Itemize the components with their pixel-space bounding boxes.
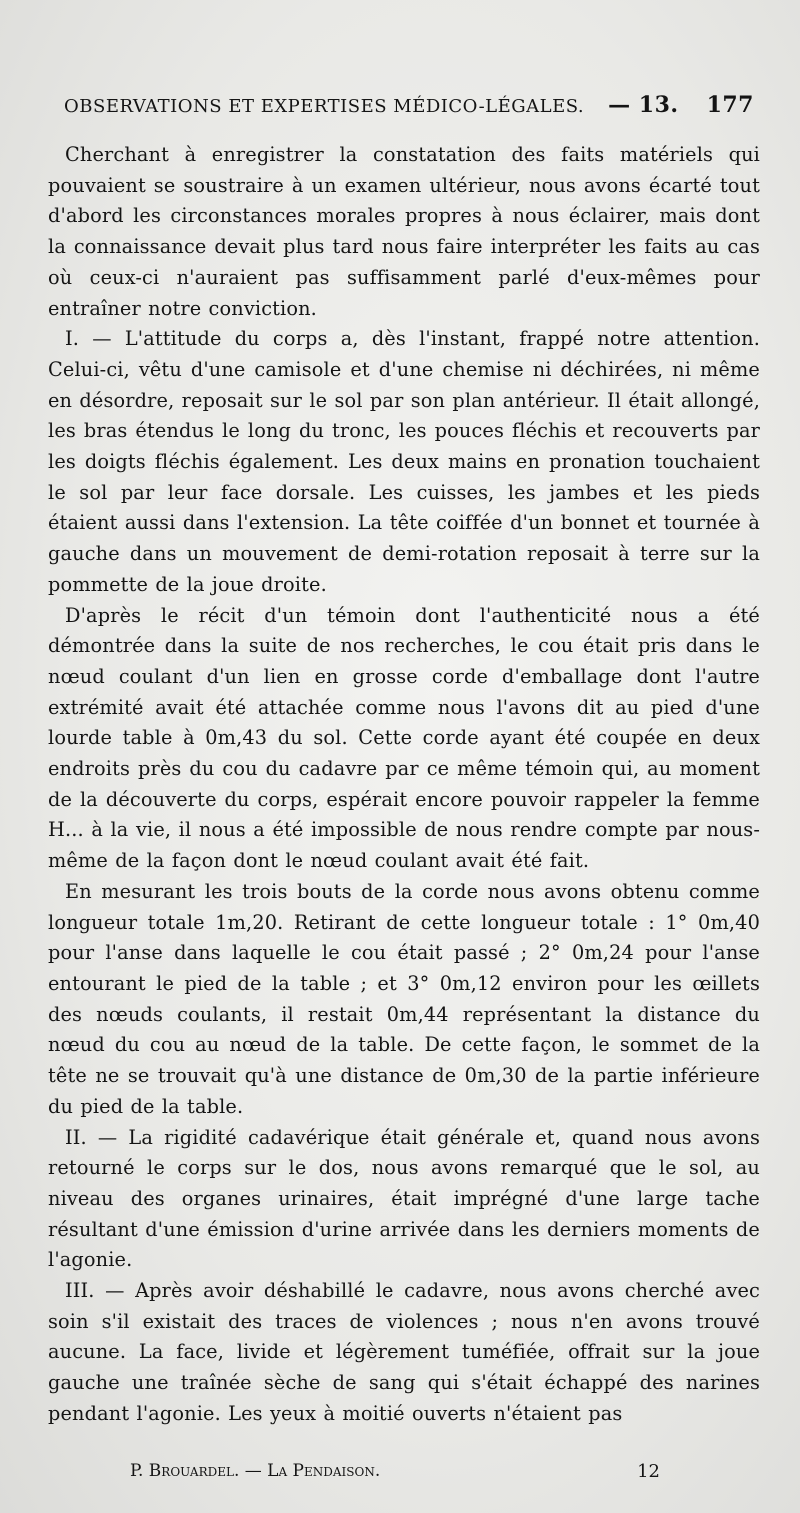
footer-author: P. Brouardel. — La Pendaison. [130, 1461, 381, 1481]
page-footer [130, 1461, 660, 1482]
signature-mark: 12 [637, 1461, 660, 1482]
body-text [48, 140, 760, 1430]
running-head-title: OBSERVATIONS ET EXPERTISES MÉDICO-LÉGALES. [64, 96, 585, 117]
running-head-right [608, 92, 754, 118]
paragraph: III. — Après avoir déshabillé le cadavre, nous avons cherché avec soin s'il existait des traces de violences ; nous n'en avons trouvé aucune. La face, livide et légèrement tuméfiée, offrait sur la joue gauche une traînée sèche de sang qui s'était échappé des narines pendant l'agonie. Les yeux à moitié ouverts n'étaient pas [48, 1279, 760, 1425]
page-number: 177 [706, 92, 754, 118]
paragraph: D'après le récit d'un témoin dont l'authenticité nous a été démontrée dans la suite de nos recherches, le cou était pris dans le nœud coulant d'un lien en grosse corde d'emballage dont l'autre extrémité avait été attachée comme nous l'avons dit au pied d'une lourde table à 0m,43 du sol. Cette corde ayant été coupée en deux endroits près du cou du cadavre par ce même témoin qui, au moment de la découverte du corps, espérait encore pouvoir rappeler la femme H... à la vie, il nous a été impossible de nous rendre compte par nous-même de la façon dont le nœud coulant avait été fait. [48, 603, 760, 873]
section-number: — 13. [608, 92, 679, 118]
paragraph: Cherchant à enregistrer la constatation des faits matériels qui pouvaient se soustraire à un examen ultérieur, nous avons écarté tout d'abord les circonstances morales propres à nous éclairer, mais dont la connaissance devait plus tard nous faire interpréter les faits au cas où ceux-ci n'auraient pas suffisamment parlé d'eux-mêmes pour entraîner notre conviction. [48, 143, 760, 320]
paragraph: II. — La rigidité cadavérique était générale et, quand nous avons retourné le corps sur le dos, nous avons remarqué que le sol, au niveau des organes urinaires, était imprégné d'une large tache résultant d'une émission d'urine arrivée dans les derniers moments de l'agonie. [48, 1125, 760, 1272]
paragraph: En mesurant les trois bouts de la corde nous avons obtenu comme longueur totale 1m,20. Retirant de cette longueur totale : 1° 0m,40 pour l'anse dans laquelle le cou était passé ; 2° 0m,24 pour l'anse entourant le pied de la table ; et 3° 0m,12 environ pour les œillets des nœuds coulants, il restait 0m,44 représentant la distance du nœud du cou au nœud de la table. De cette façon, le sommet de la tête ne se trouvait qu'à une distance de 0m,30 de la partie inférieure du pied de la table. [48, 879, 760, 1118]
paragraph: I. — L'attitude du corps a, dès l'instant, frappé notre attention. Celui-ci, vêtu d'une camisole et d'une chemise ni déchirées, ni même en désordre, reposait sur le sol par son plan antérieur. Il était allongé, les bras étendus le long du tronc, les pouces fléchis et recouverts par les doigts fléchis également. Les deux mains en pronation touchaient le sol par leur face dorsale. Les cuisses, les jambes et les pieds étaient aussi dans l'extension. La tête coiffée d'un bonnet et tournée à gauche dans un mouvement de demi-rotation reposait à terre sur la pommette de la joue droite. [48, 327, 760, 596]
running-head [64, 92, 754, 118]
